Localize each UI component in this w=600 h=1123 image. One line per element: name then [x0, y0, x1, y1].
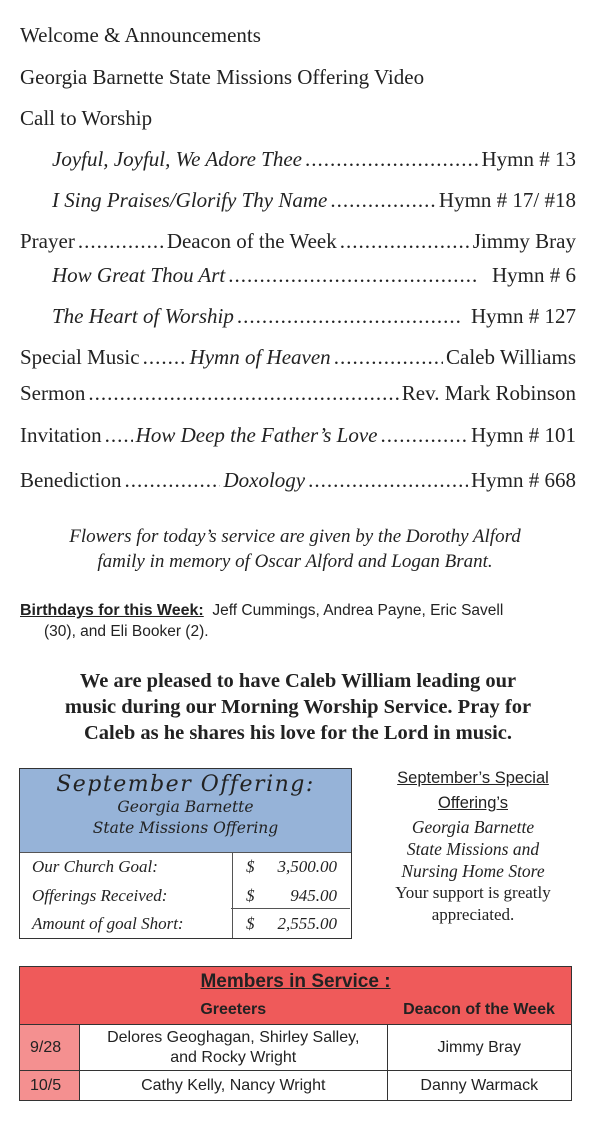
special-music-title: Hymn of Heaven	[189, 345, 331, 369]
prayer-role: Deacon of the Week	[166, 229, 337, 253]
special-offering-title: September’s Special	[397, 769, 549, 787]
birthdays-names: Jeff Cummings, Andrea Payne, Eric Savell	[212, 602, 504, 619]
hymn-title: How Great Thou Art	[52, 263, 226, 287]
offering-row	[20, 910, 351, 937]
hymn-number: Hymn # 17/ #18	[438, 188, 576, 212]
hymn-number: Hymn # 668	[471, 468, 576, 492]
sermon-label: Sermon	[20, 381, 86, 405]
leader-dots	[105, 422, 133, 448]
sermon-row	[20, 380, 576, 406]
leader-dots	[308, 467, 468, 493]
announcement-line: We are pleased to have Caleb William leading our	[79, 670, 517, 692]
invitation-title: How Deep the Father’s Love	[135, 423, 378, 447]
offering-subtitle: Georgia Barnette	[117, 798, 254, 816]
special-offering-text: State Missions and	[406, 839, 540, 859]
prayer-row	[20, 228, 576, 254]
greeters-names: Delores Geoghagan, Shirley Salley,	[107, 1028, 360, 1046]
announcement	[20, 668, 576, 746]
members-title	[20, 967, 572, 997]
offering-row	[20, 853, 351, 880]
call-to-worship	[20, 105, 576, 131]
hymn-title: The Heart of Worship	[52, 304, 234, 328]
deacon-cell: Jimmy Bray	[387, 1025, 572, 1071]
hymn-row	[52, 187, 576, 213]
divider	[231, 908, 350, 909]
currency-sign: $	[246, 857, 255, 876]
flowers-note	[20, 524, 570, 574]
video-text: Georgia Barnette State Missions Offering Video	[20, 65, 425, 89]
special-music-row	[20, 344, 576, 370]
table-row	[20, 1025, 572, 1071]
benediction-row	[20, 467, 576, 493]
sermon-speaker: Rev. Mark Robinson	[401, 381, 576, 405]
special-music-label: Special Music	[20, 345, 140, 369]
birthdays	[20, 600, 576, 642]
announcement-line: music during our Morning Worship Service. Pray for	[64, 696, 532, 718]
leader-dots	[340, 228, 470, 254]
welcome-text: Welcome & Announcements	[20, 23, 261, 47]
greeters-cell: Cathy Kelly, Nancy Wright	[80, 1071, 388, 1101]
deacon-cell: Danny Warmack	[387, 1071, 572, 1101]
hymn-row	[52, 146, 576, 172]
leader-dots	[305, 146, 479, 172]
greeters-header: Greeters	[80, 996, 388, 1025]
prayer-label: Prayer	[20, 229, 75, 253]
call-text: Call to Worship	[20, 106, 153, 130]
birthdays-label: Birthdays for this Week:	[20, 602, 204, 619]
offering-amount: 2,555.00	[277, 914, 337, 933]
invitation-label: Invitation	[20, 423, 102, 447]
hymn-number: Hymn # 13	[481, 147, 576, 171]
leader-dots	[124, 467, 220, 493]
currency-sign: $	[246, 914, 255, 933]
offering-title: September Offering:	[56, 772, 315, 797]
offering-row	[20, 882, 351, 909]
invitation-row	[20, 422, 576, 448]
hymn-title: Joyful, Joyful, We Adore Thee	[52, 147, 302, 171]
leader-dots	[143, 344, 187, 370]
hymn-row	[52, 303, 576, 329]
members-table	[19, 966, 572, 1101]
leader-dots	[237, 303, 462, 329]
leader-dots	[334, 344, 443, 370]
special-offering	[378, 766, 568, 926]
service-date: 10/5	[20, 1071, 80, 1101]
video-item	[20, 64, 576, 90]
leader-dots	[330, 187, 436, 213]
benediction-title: Doxology	[223, 468, 306, 492]
offering-label: Our Church Goal:	[32, 857, 158, 876]
special-offering-note: appreciated.	[431, 905, 515, 924]
offering-label: Amount of goal Short:	[32, 914, 184, 933]
special-offering-note: Your support is greatly	[395, 883, 551, 902]
offering-amount: 945.00	[290, 886, 337, 905]
header-spacer	[20, 996, 80, 1025]
greeters-cell	[80, 1025, 388, 1071]
members-title-text: Members in Service :	[200, 970, 391, 992]
special-music-name: Caleb Williams	[446, 345, 576, 369]
birthdays-names-cont: (30), and Eli Booker (2).	[44, 623, 209, 640]
hymn-row	[52, 262, 576, 288]
offering-label: Offerings Received:	[32, 886, 168, 905]
offering-box	[19, 768, 352, 939]
currency-sign: $	[246, 886, 255, 905]
service-date: 9/28	[20, 1025, 80, 1071]
leader-dots	[78, 228, 164, 254]
hymn-title: I Sing Praises/Glorify Thy Name	[52, 188, 328, 212]
special-offering-text: Georgia Barnette	[411, 817, 535, 837]
leader-dots	[381, 422, 468, 448]
offering-amount: 3,500.00	[277, 857, 337, 876]
offering-subtitle: State Missions Offering	[92, 819, 279, 837]
hymn-number: Hymn # 6	[492, 263, 576, 287]
hymn-number: Hymn # 101	[471, 423, 576, 447]
offering-header	[20, 769, 351, 853]
deacon-header: Deacon of the Week	[387, 996, 572, 1025]
flowers-line: family in memory of Oscar Alford and Logan Brant.	[97, 551, 493, 572]
table-row	[20, 1071, 572, 1101]
flowers-line: Flowers for today’s service are given by the Dorothy Alford	[69, 526, 521, 547]
special-offering-title: Offering’s	[437, 794, 508, 812]
hymn-number: Hymn # 127	[471, 304, 576, 328]
greeters-names: and Rocky Wright	[170, 1048, 297, 1066]
welcome-item	[20, 22, 576, 48]
prayer-name: Jimmy Bray	[472, 229, 576, 253]
leader-dots	[88, 380, 398, 406]
benediction-label: Benediction	[20, 468, 122, 492]
special-offering-text: Nursing Home Store	[401, 861, 545, 881]
announcement-line: Caleb as he shares his love for the Lord in music.	[83, 722, 513, 744]
leader-dots	[228, 262, 479, 288]
